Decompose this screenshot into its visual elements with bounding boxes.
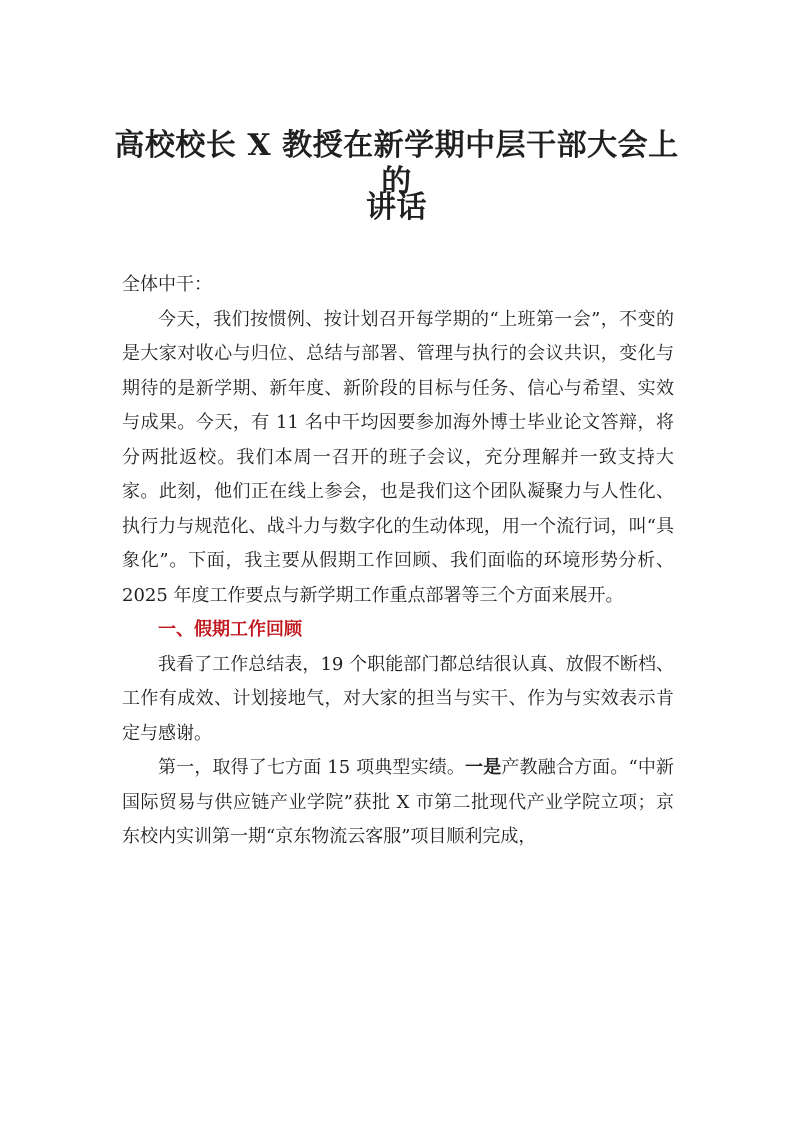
section-1-paragraph-2-rest: 产教融合方面。“中新国际贸易与供应链产业学院”获批 X 市第二批现代产业学院立项；京东校内实训第一期“京东物流云客服”项目顺利完成， [122, 757, 675, 847]
section-heading-1: 一、假期工作回顾 [158, 619, 302, 640]
document-title-line-2: 讲话 [366, 190, 427, 225]
section-1-paragraph-1: 我看了工作总结表，19 个职能部门都总结很认真、放假不断档、工作有成效、计划接地气，对大家的担当与实干、作为与实效表示肯定与感谢。 [122, 653, 674, 744]
document-body [122, 268, 674, 855]
section-1-paragraph-2-emphasis: 一是 [465, 757, 502, 778]
document-title-line-1: 高校校长 X 教授在新学期中层干部大会上的 [114, 128, 679, 199]
salutation: 全体中干： [122, 274, 212, 295]
section-1-paragraph-2 [122, 751, 674, 855]
section-1-paragraph-2-lead: 第一，取得了七方面 15 项典型实绩。 [158, 757, 466, 778]
intro-paragraph: 今天，我们按惯例、按计划召开每学期的“上班第一会”，不变的是大家对收心与归位、总结与部署、管理与执行的会议共识，变化与期待的是新学期、新年度、新阶段的目标与任务、信心与希望、实效与成果。今天，有 11 名中干均因要参加海外博士毕业论文答辩，将分两批返校。我们本周一召开的班子会议，充分理解并一致支持大家。此刻，他们正在线上参会，也是我们这个团队凝聚力与人性化、执行力与规范化、战斗力与数字化的生动体现，用一个流行词，叫“具象化”。下面，我主要从假期工作回顾、我们面临的环境形势分析、2025 年度工作要点与新学期工作重点部署等三个方面来展开。 [122, 308, 674, 606]
